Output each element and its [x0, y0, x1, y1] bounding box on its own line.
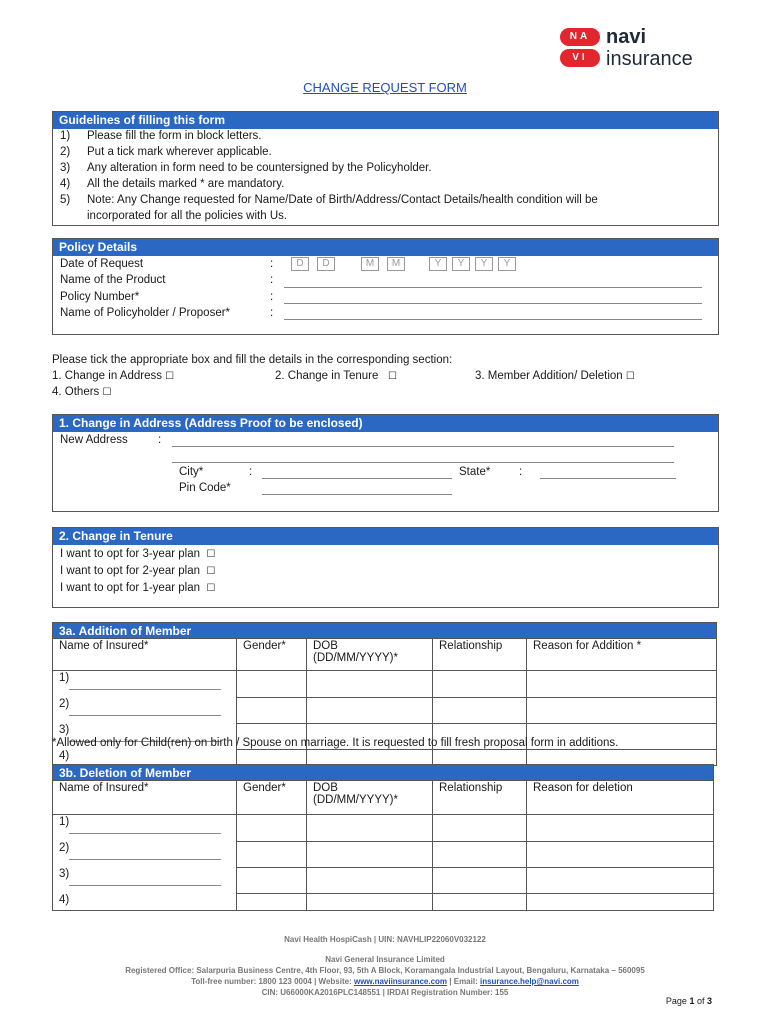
table-row[interactable]	[53, 697, 717, 723]
table-row[interactable]	[53, 893, 714, 910]
deletion-heading: 3b. Deletion of Member	[52, 764, 714, 781]
col-reason: Reason for Addition *	[527, 639, 717, 671]
row-number: 2)	[59, 842, 70, 854]
option-others[interactable]	[52, 384, 111, 401]
addition-header	[52, 622, 717, 639]
tenure-label: I want to opt for 1-year plan	[60, 582, 200, 594]
footer-tollfree: Toll-free number: 1800 123 0004 | Website:	[191, 977, 354, 986]
checkbox-icon[interactable]: ☐	[206, 583, 216, 594]
checkbox-icon[interactable]: ☐	[625, 371, 635, 382]
policy-number-line[interactable]	[284, 303, 702, 304]
website-link[interactable]: www.naviinsurance.com	[353, 977, 448, 986]
deletion-table	[52, 780, 714, 911]
checkbox-icon[interactable]: ☐	[206, 549, 216, 560]
checkbox-icon[interactable]: ☐	[206, 566, 216, 577]
product-name-line[interactable]	[284, 287, 702, 288]
col-gender: Gender*	[237, 781, 307, 815]
checkbox-icon[interactable]: ☐	[102, 387, 112, 398]
colon: :	[270, 274, 274, 286]
footer-product: Navi Health HospiCash | UIN: NAVHLIP22060V032122	[284, 935, 486, 944]
tenure-option-2yr[interactable]	[60, 563, 215, 580]
tenure-heading: 2. Change in Tenure	[53, 528, 718, 545]
new-address-label: New Address	[60, 434, 128, 446]
page-prefix: Page	[665, 996, 690, 1006]
address-section	[52, 414, 719, 512]
tenure-option-1yr[interactable]	[60, 580, 215, 597]
table-row[interactable]	[53, 749, 717, 765]
table-row[interactable]	[53, 867, 714, 893]
addition-heading: 3a. Addition of Member	[52, 622, 717, 639]
address-heading: 1. Change in Address (Address Proof to be enclosed)	[53, 415, 718, 432]
date-box-day[interactable]: D	[291, 257, 309, 271]
guideline-text: Please fill the form in block letters.	[87, 130, 262, 142]
date-box-month[interactable]: M	[387, 257, 405, 271]
colon: :	[158, 434, 162, 446]
colon: :	[270, 291, 274, 303]
guideline-number: 5)	[60, 194, 71, 206]
option-change-address[interactable]	[52, 368, 174, 385]
form-title: CHANGE REQUEST FORM	[303, 80, 467, 95]
table-header-row	[53, 639, 717, 671]
col-name: Name of Insured*	[53, 639, 237, 671]
row-number: 4)	[59, 894, 70, 906]
date-box-year[interactable]: Y	[498, 257, 516, 271]
col-reason: Reason for deletion	[527, 781, 714, 815]
page-current: 1	[689, 996, 695, 1006]
date-box-year[interactable]: Y	[475, 257, 493, 271]
row-number: 4)	[59, 750, 70, 762]
col-relationship: Relationship	[433, 781, 527, 815]
tenure-option-3yr[interactable]	[60, 546, 215, 563]
table-row[interactable]	[53, 815, 714, 842]
option-label: 2. Change in Tenure	[275, 370, 379, 382]
policy-heading: Policy Details	[53, 239, 718, 256]
navi-logo	[560, 28, 710, 72]
guideline-text: All the details marked * are mandatory.	[87, 178, 285, 190]
date-box-year[interactable]: Y	[429, 257, 447, 271]
option-member-change[interactable]	[475, 368, 635, 385]
col-dob: DOB (DD/MM/YYYY)*	[307, 781, 433, 815]
guideline-text: Put a tick mark wherever applicable.	[87, 146, 272, 158]
colon: :	[249, 466, 253, 478]
policyholder-name-line[interactable]	[284, 319, 702, 320]
guideline-number: 1)	[60, 130, 71, 142]
logo-text-insurance: insurance	[606, 48, 693, 70]
row-number: 3)	[59, 868, 70, 880]
tenure-label: I want to opt for 3-year plan	[60, 548, 200, 560]
state-label: State*	[459, 466, 491, 478]
table-header-row	[53, 781, 714, 815]
city-label: City*	[179, 466, 204, 478]
footer-contact	[0, 976, 770, 987]
city-input-line[interactable]	[262, 478, 452, 479]
address-line-2[interactable]	[172, 462, 674, 463]
field-policy-number: Policy Number*	[60, 291, 140, 303]
option-label: 4. Others	[52, 386, 100, 398]
guideline-number: 4)	[60, 178, 71, 190]
guideline-text: Any alteration in form need to be countersigned by the Policyholder.	[87, 162, 432, 174]
footer-email-label: | Email:	[447, 977, 480, 986]
row-number: 1)	[59, 816, 70, 828]
footer-cin: CIN: U66000KA2016PLC148551 | IRDAI Registration Number: 155	[261, 988, 509, 997]
row-number: 3)	[59, 724, 70, 736]
date-box-day[interactable]: D	[317, 257, 335, 271]
field-date-of-request: Date of Request	[60, 258, 144, 270]
option-label: 3. Member Addition/ Deletion	[475, 370, 623, 382]
page-number	[666, 996, 712, 1006]
field-policyholder-name: Name of Policyholder / Proposer*	[60, 307, 231, 319]
col-relationship: Relationship	[433, 639, 527, 671]
address-line-1[interactable]	[172, 446, 674, 447]
guideline-text: incorporated for all the policies with Us.	[87, 210, 288, 222]
date-box-year[interactable]: Y	[452, 257, 470, 271]
instruction-text: Please tick the appropriate box and fill the details in the corresponding section:	[52, 354, 453, 366]
state-input-line[interactable]	[540, 478, 676, 479]
colon: :	[270, 307, 274, 319]
guideline-number: 3)	[60, 162, 71, 174]
logo-badge-icon	[560, 28, 600, 68]
logo-badge-bottom: VI	[560, 49, 600, 67]
guidelines-heading: Guidelines of filling this form	[53, 112, 718, 129]
footer-company: Navi General Insurance Limited	[325, 955, 445, 964]
addition-note: *Allowed only for Child(ren) on birth / Spouse on marriage. It is requested to fill fresh proposal form in additions.	[52, 737, 619, 749]
page-of: of	[694, 996, 707, 1006]
footer-office: Registered Office: Salarpuria Business Centre, 4th Floor, 93, 5th A Block, Koramangala Industrial Layout, Bengaluru, Karnataka – 560095	[125, 966, 645, 975]
row-number: 2)	[59, 698, 70, 710]
email-link[interactable]: insurance.help@navi.com	[479, 977, 579, 986]
colon: :	[519, 466, 523, 478]
logo-badge-top: NA	[560, 28, 600, 46]
deletion-header	[52, 764, 714, 781]
option-label: 1. Change in Address	[52, 370, 162, 382]
guideline-number: 2)	[60, 146, 71, 158]
date-box-month[interactable]: M	[361, 257, 379, 271]
tenure-label: I want to opt for 2-year plan	[60, 565, 200, 577]
colon: :	[270, 258, 274, 270]
logo-text-navi: navi	[606, 26, 647, 48]
col-gender: Gender*	[237, 639, 307, 671]
field-product-name: Name of the Product	[60, 274, 166, 286]
checkbox-icon[interactable]: ☐	[165, 371, 175, 382]
option-change-tenure[interactable]	[275, 368, 397, 385]
checkbox-icon[interactable]: ☐	[387, 371, 397, 382]
pin-code-input-line[interactable]	[262, 494, 452, 495]
guideline-text: Note: Any Change requested for Name/Date of Birth/Address/Contact Details/health condition will be	[87, 194, 598, 206]
pin-code-label: Pin Code*	[179, 482, 231, 494]
page-total: 3	[706, 996, 712, 1006]
row-number: 1)	[59, 672, 70, 684]
table-row[interactable]	[53, 671, 717, 698]
col-dob: DOB (DD/MM/YYYY)*	[307, 639, 433, 671]
table-row[interactable]	[53, 841, 714, 867]
col-name: Name of Insured*	[53, 781, 237, 815]
